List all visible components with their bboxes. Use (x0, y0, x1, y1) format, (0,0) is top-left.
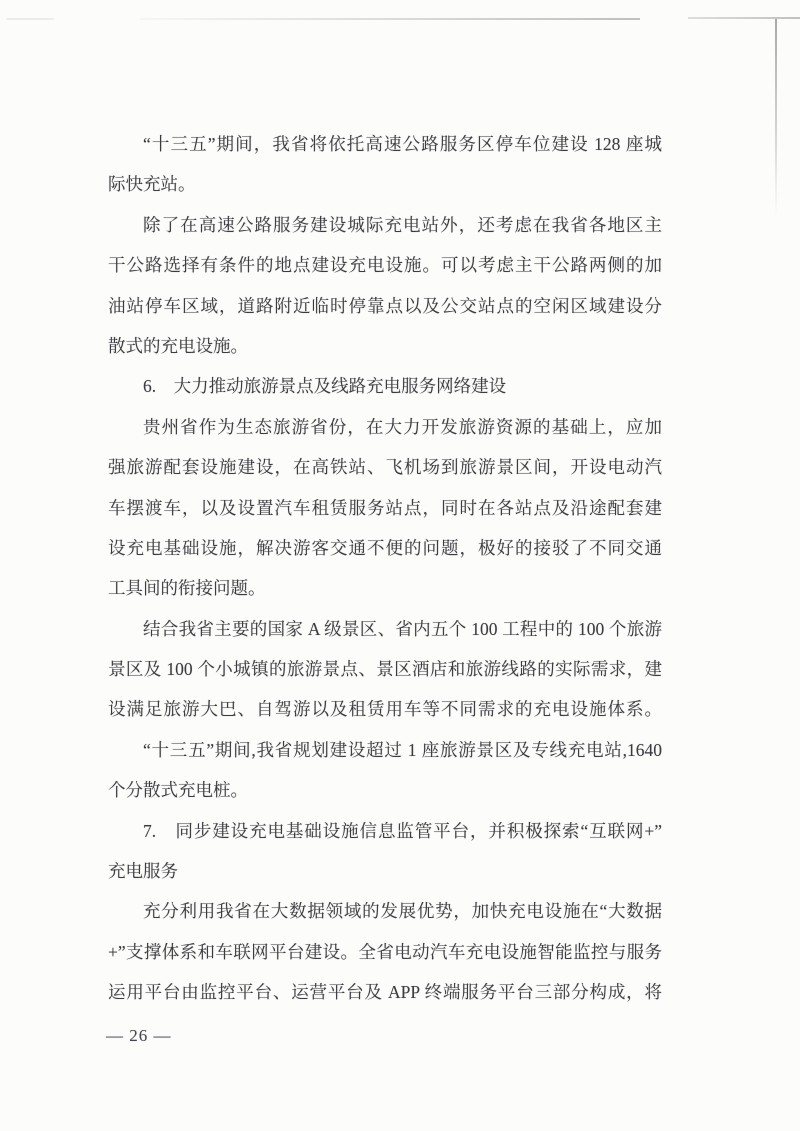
section-heading: 充电服务 (108, 861, 178, 882)
text-line: 干公路选择有条件的地点建设充电设施。可以考虑主干公路两侧的加 (108, 255, 662, 276)
page-number: — 26 — (106, 1026, 172, 1045)
text-line: 际快充站。 (108, 174, 196, 195)
section-heading: 7. 同步建设充电基础设施信息监管平台，并积极探索“互联网+” (143, 820, 662, 841)
text-line: 设充电基础设施，解决游客交通不便的问题，极好的接驳了不同交通 (108, 537, 662, 558)
text-line: 散式的充电设施。 (108, 335, 248, 356)
text-line: 结合我省主要的国家 A 级景区、省内五个 100 工程中的 100 个旅游 (143, 618, 662, 639)
text-line: 除了在高速公路服务建设城际充电站外，还考虑在我省各地区主 (143, 214, 662, 235)
text-line: “十三五”期间，我省将依托高速公路服务区停车位建设 128 座城 (143, 134, 662, 154)
text-line: “十三五”期间,我省规划建设超过 1 座旅游景区及专线充电站,1640 (143, 739, 662, 760)
text-line: 油站停车区域，道路附近临时停靠点以及公交站点的空闲区域建设分 (108, 295, 662, 316)
text-line: 运用平台由监控平台、运营平台及 APP 终端服务平台三部分构成，将 (108, 982, 662, 1003)
scan-artifact-right-edge-line (775, 19, 777, 215)
section-heading: 6. 大力推动旅游景点及线路充电服务网络建设 (143, 376, 507, 397)
text-line: 贵州省作为生态旅游省份，在大力开发旅游资源的基础上，应加 (143, 416, 662, 437)
text-line: 设满足旅游大巴、自驾游以及租赁用车等不同需求的充电设施体系。 (108, 699, 662, 720)
text-line: 车摆渡车，以及设置汽车租赁服务站点，同时在各站点及沿途配套建 (108, 497, 662, 518)
text-line: +”支撑体系和车联网平台建设。全省电动汽车充电设施智能监控与服务 (108, 941, 662, 962)
text-line: 景区及 100 个小城镇的旅游景点、景区酒店和旅游线路的实际需求，建 (108, 659, 662, 680)
text-block (108, 124, 662, 1013)
text-line: 工具间的衔接问题。 (108, 578, 266, 599)
text-line: 强旅游配套设施建设，在高铁站、飞机场到旅游景区间，开设电动汽 (108, 457, 662, 478)
scan-artifact-top-left-line (6, 18, 54, 20)
scan-artifact-top-right-line (688, 17, 800, 19)
text-line: 个分散式充电桩。 (108, 780, 248, 801)
text-line: 充分利用我省在大数据领域的发展优势，加快充电设施在“大数据 (143, 901, 662, 922)
scan-artifact-top-line (140, 18, 640, 20)
